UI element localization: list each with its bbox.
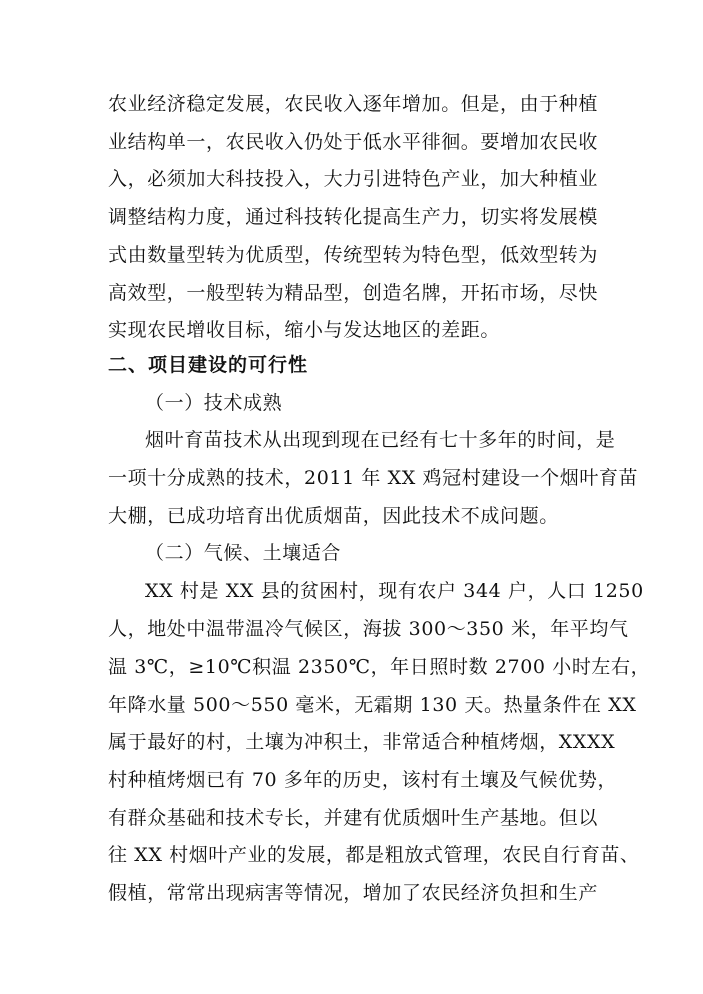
paragraph-line: 年降水量 500～550 毫米，无霜期 130 天。热量条件在 XX <box>108 694 637 716</box>
paragraph-line: 调整结构力度，通过科技转化提高生产力，切实将发展模 <box>108 206 599 228</box>
paragraph-line: 业结构单一，农民收入仍处于低水平徘徊。要增加农民收 <box>108 131 599 153</box>
subsection-title: （二）气候、土壤适合 <box>145 542 342 564</box>
paragraph-line: 一项十分成熟的技术，2011 年 XX 鸡冠村建设一个烟叶育苗 <box>108 467 639 489</box>
paragraph-line: 有群众基础和技术专长，并建有优质烟叶生产基地。但以 <box>108 807 599 829</box>
paragraph-line: 实现农民增收目标，缩小与发达地区的差距。 <box>108 319 501 341</box>
paragraph-line: 大棚，已成功培育出优质烟苗，因此技术不成问题。 <box>108 505 559 527</box>
paragraph-line: XX 村是 XX 县的贫困村，现有农户 344 户，人口 1250 <box>145 580 644 602</box>
paragraph-line: 入，必须加大科技投入，大力引进特色产业，加大种植业 <box>108 168 599 190</box>
paragraph-line: 式由数量型转为优质型，传统型转为特色型，低效型转为 <box>108 244 599 266</box>
paragraph-line: 往 XX 村烟叶产业的发展，都是粗放式管理，农民自行育苗、 <box>108 844 640 866</box>
paragraph-line: 假植，常常出现病害等情况，增加了农民经济负担和生产 <box>108 882 599 904</box>
paragraph-line: 烟叶育苗技术从出现到现在已经有七十多年的时间，是 <box>145 429 616 451</box>
paragraph-line: 高效型，一般型转为精品型，创造名牌，开拓市场，尽快 <box>108 282 599 304</box>
paragraph-line: 村种植烤烟已有 70 多年的历史，该村有土壤及气候优势， <box>108 769 618 791</box>
section-heading: 二、项目建设的可行性 <box>108 354 309 376</box>
paragraph-line: 温 3℃，≥10℃积温 2350℃，年日照时数 2700 小时左右， <box>108 656 651 678</box>
paragraph-line: 属于最好的村，土壤为冲积土，非常适合种植烤烟，XXXX <box>108 731 616 753</box>
paragraph-line: 人，地处中温带温冷气候区，海拔 300～350 米，年平均气 <box>108 618 629 640</box>
paragraph-line: 农业经济稳定发展，农民收入逐年增加。但是，由于种植 <box>108 93 599 115</box>
subsection-title: （一）技术成熟 <box>145 392 283 414</box>
